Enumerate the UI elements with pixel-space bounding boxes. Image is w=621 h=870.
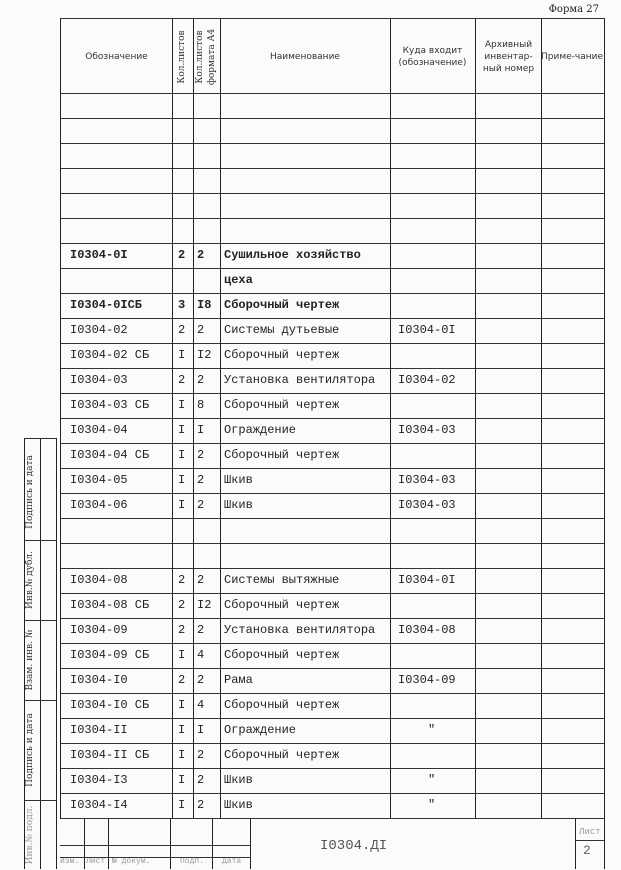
header-sheets-a4: Кол.листов формата А4	[195, 28, 217, 86]
name-cell: Сборочный чертеж	[224, 598, 340, 612]
sheets-a4-cell: 2	[197, 448, 205, 462]
designation-cell: I0304-II СБ	[70, 748, 150, 762]
sheets-cell: I	[178, 423, 186, 437]
sheets-a4-cell: 2	[197, 748, 205, 762]
used-in-cell: "	[428, 773, 436, 787]
sheets-a4-cell: I2	[197, 348, 212, 362]
title-block-divider	[170, 818, 171, 869]
sheets-cell: 2	[178, 598, 186, 612]
name-cell: Системы вытяжные	[224, 573, 340, 587]
row-divider	[60, 718, 605, 719]
column-divider	[193, 18, 194, 818]
sheets-a4-cell: 2	[197, 373, 205, 387]
designation-cell: I0304-08 СБ	[70, 598, 150, 612]
document-code: I0304.ДI	[320, 838, 388, 854]
title-block-line	[575, 840, 605, 841]
stamp-dup-inv: Инв.№ дубл.	[25, 551, 35, 609]
sheets-a4-cell: 2	[197, 573, 205, 587]
header-used-in: Куда входит (обозначение)	[398, 45, 467, 68]
sheets-cell: 3	[178, 298, 186, 312]
name-cell: Сборочный чертеж	[224, 348, 340, 362]
name-cell: Ограждение	[224, 723, 297, 737]
name-cell: Рама	[224, 673, 253, 687]
column-divider	[220, 18, 221, 818]
row-divider	[60, 693, 605, 694]
col-label-signature: Подп.	[180, 857, 205, 866]
header-sheets: Кол.листов	[177, 30, 187, 84]
designation-cell: I0304-08	[70, 573, 128, 587]
row-divider	[60, 518, 605, 519]
name-cell: цеха	[224, 273, 253, 287]
row-divider	[60, 218, 605, 219]
name-cell: Шкив	[224, 773, 253, 787]
stamp-border	[24, 438, 25, 869]
sheets-cell: I	[178, 798, 186, 812]
row-divider	[60, 393, 605, 394]
row-divider	[60, 643, 605, 644]
name-cell: Сборочный чертеж	[224, 298, 340, 312]
designation-cell: I0304-I0	[70, 673, 128, 687]
designation-cell: I0304-06	[70, 498, 128, 512]
name-cell: Системы дутьевые	[224, 323, 340, 337]
col-label-sheet: Лист	[86, 857, 106, 866]
sheets-cell: I	[178, 398, 186, 412]
name-cell: Сборочный чертеж	[224, 748, 340, 762]
column-divider	[390, 18, 391, 818]
stamp-divider	[24, 700, 56, 701]
designation-cell: I0304-I4	[70, 798, 128, 812]
title-block-divider	[212, 818, 213, 869]
title-block-line	[60, 845, 250, 846]
header-name: Наименование	[270, 51, 340, 62]
sheet-number: 2	[583, 843, 591, 858]
sheets-a4-cell: I2	[197, 598, 212, 612]
title-block-divider	[84, 818, 85, 869]
row-divider	[60, 593, 605, 594]
name-cell: Шкив	[224, 798, 253, 812]
row-divider	[60, 543, 605, 544]
sheets-cell: 2	[178, 323, 186, 337]
sheets-cell: 2	[178, 623, 186, 637]
stamp-original-inv: Инв.№ подл.	[25, 805, 35, 865]
row-divider	[60, 668, 605, 669]
used-in-cell: I0304-03	[398, 498, 456, 512]
stamp-border	[40, 438, 41, 869]
stamp-replaced-inv: Взам. инв. №	[25, 629, 35, 691]
designation-cell: I0304-02 СБ	[70, 348, 150, 362]
row-divider	[60, 443, 605, 444]
name-cell: Сушильное хозяйство	[224, 248, 361, 262]
designation-cell: I0304-09 СБ	[70, 648, 150, 662]
sheets-cell: 2	[178, 248, 186, 262]
row-divider	[60, 743, 605, 744]
name-cell: Сборочный чертеж	[224, 648, 340, 662]
column-divider	[541, 18, 542, 818]
sheets-cell: 2	[178, 373, 186, 387]
row-divider	[60, 493, 605, 494]
sheets-cell: I	[178, 498, 186, 512]
row-divider	[60, 143, 605, 144]
row-divider	[60, 318, 605, 319]
column-divider	[475, 18, 476, 818]
name-cell: Установка вентилятора	[224, 623, 376, 637]
sheets-a4-cell: 2	[197, 798, 205, 812]
designation-cell: I0304-09	[70, 623, 128, 637]
stamp-divider	[24, 540, 56, 541]
name-cell: Сборочный чертеж	[224, 398, 340, 412]
sheets-cell: 2	[178, 573, 186, 587]
column-divider	[60, 18, 61, 818]
stamp-signature-date-2: Подпись и дата	[25, 713, 35, 787]
sheets-a4-cell: 2	[197, 473, 205, 487]
name-cell: Сборочный чертеж	[224, 448, 340, 462]
column-divider	[604, 18, 605, 818]
designation-cell: I0304-I3	[70, 773, 128, 787]
used-in-cell: I0304-02	[398, 373, 456, 387]
sheets-a4-cell: 4	[197, 648, 205, 662]
used-in-cell: I0304-0I	[398, 323, 456, 337]
sheets-a4-cell: 2	[197, 673, 205, 687]
col-label-change: Изм.	[60, 857, 80, 866]
col-label-doc-no: № докум.	[112, 857, 151, 866]
title-block-divider	[250, 818, 251, 869]
title-block-divider	[604, 818, 605, 869]
stamp-border	[56, 438, 57, 869]
row-divider	[60, 268, 605, 269]
table-top-border	[60, 18, 605, 19]
sheets-a4-cell: 2	[197, 773, 205, 787]
title-block-divider	[575, 818, 576, 869]
used-in-cell: "	[428, 798, 436, 812]
designation-cell: I0304-03 СБ	[70, 398, 150, 412]
row-divider	[60, 418, 605, 419]
row-divider	[60, 468, 605, 469]
row-divider	[60, 243, 605, 244]
sheets-cell: I	[178, 698, 186, 712]
row-divider	[60, 193, 605, 194]
col-label-date: Дата	[222, 857, 242, 866]
designation-cell: I0304-0IСБ	[70, 298, 143, 312]
row-divider	[60, 368, 605, 369]
name-cell: Сборочный чертеж	[224, 698, 340, 712]
column-divider	[172, 18, 173, 818]
designation-cell: I0304-II	[70, 723, 128, 737]
used-in-cell: I0304-08	[398, 623, 456, 637]
designation-cell: I0304-05	[70, 473, 128, 487]
sheets-a4-cell: 2	[197, 323, 205, 337]
title-block-divider	[108, 818, 109, 869]
row-divider	[60, 793, 605, 794]
row-divider	[60, 818, 605, 819]
designation-cell: I0304-0I	[70, 248, 128, 262]
designation-cell: I0304-I0 СБ	[70, 698, 150, 712]
sheets-a4-cell: 2	[197, 498, 205, 512]
stamp-divider	[24, 620, 56, 621]
name-cell: Шкив	[224, 498, 253, 512]
row-divider	[60, 293, 605, 294]
header-archive: Архивный инвентар-ный номер	[482, 39, 535, 74]
row-divider	[60, 118, 605, 119]
sheets-a4-cell: 2	[197, 248, 205, 262]
used-in-cell: I0304-03	[398, 473, 456, 487]
row-divider	[60, 343, 605, 344]
sheet-label: Лист	[579, 827, 601, 837]
sheets-cell: I	[178, 723, 186, 737]
designation-cell: I0304-02	[70, 323, 128, 337]
sheets-a4-cell: I	[197, 423, 205, 437]
header-bottom-border	[60, 93, 605, 94]
used-in-cell: I0304-03	[398, 423, 456, 437]
sheets-cell: I	[178, 648, 186, 662]
row-divider	[60, 768, 605, 769]
title-block-line	[60, 857, 250, 858]
sheets-a4-cell: 8	[197, 398, 205, 412]
name-cell: Ограждение	[224, 423, 297, 437]
designation-cell: I0304-04	[70, 423, 128, 437]
row-divider	[60, 618, 605, 619]
used-in-cell: "	[428, 723, 436, 737]
sheets-cell: 2	[178, 673, 186, 687]
stamp-divider	[24, 438, 56, 439]
used-in-cell: I0304-0I	[398, 573, 456, 587]
sheets-a4-cell: I8	[197, 298, 212, 312]
sheets-cell: I	[178, 348, 186, 362]
header-note: Приме-чание	[541, 51, 604, 62]
stamp-signature-date-1: Подпись и дата	[25, 455, 35, 529]
row-divider	[60, 568, 605, 569]
sheets-cell: I	[178, 773, 186, 787]
used-in-cell: I0304-09	[398, 673, 456, 687]
sheets-cell: I	[178, 473, 186, 487]
stamp-divider	[24, 800, 56, 801]
sheets-cell: I	[178, 748, 186, 762]
row-divider	[60, 168, 605, 169]
sheets-cell: I	[178, 448, 186, 462]
sheets-a4-cell: 2	[197, 623, 205, 637]
designation-cell: I0304-03	[70, 373, 128, 387]
name-cell: Шкив	[224, 473, 253, 487]
designation-cell: I0304-04 СБ	[70, 448, 150, 462]
sheets-a4-cell: 4	[197, 698, 205, 712]
header-designation: Обозначение	[85, 51, 148, 62]
sheets-a4-cell: I	[197, 723, 205, 737]
form-label: Форма 27	[548, 4, 599, 15]
name-cell: Установка вентилятора	[224, 373, 376, 387]
